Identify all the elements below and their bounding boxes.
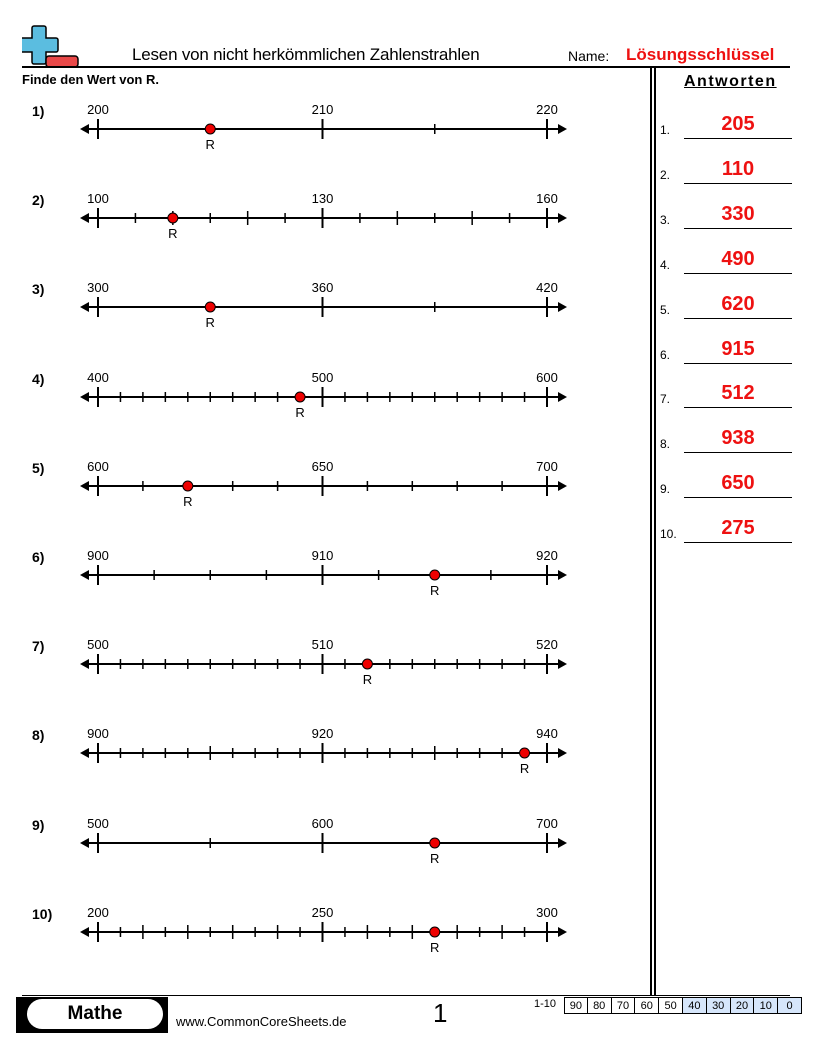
answer-line: [684, 407, 792, 408]
number-line: [78, 457, 570, 507]
score-cell: 20: [731, 997, 755, 1014]
svg-text:R: R: [205, 315, 215, 331]
svg-text:100: 100: [87, 191, 109, 207]
score-cell: 90: [564, 997, 588, 1014]
point-r-marker: [183, 481, 193, 491]
answer-number: 8.: [660, 437, 671, 452]
name-value: Lösungsschlüssel: [626, 45, 775, 64]
answer-value: 490: [721, 247, 755, 270]
svg-text:200: 200: [87, 102, 109, 117]
answer-value: 938: [721, 427, 755, 450]
answer-number: 2.: [660, 167, 671, 182]
point-r-marker: [430, 570, 440, 580]
arrow-left-icon: [80, 570, 89, 580]
score-cell: 60: [635, 997, 659, 1014]
problem-number: 1): [32, 103, 45, 119]
answer-line: [684, 452, 792, 453]
header-divider: [22, 66, 790, 68]
arrow-right-icon: [558, 481, 567, 491]
svg-text:600: 600: [87, 458, 109, 474]
point-r-marker: [295, 392, 305, 402]
subject-badge: Mathe: [27, 999, 163, 1029]
answer-line: [684, 273, 792, 274]
point-r-marker: [430, 838, 440, 848]
answer-row: [660, 423, 792, 453]
svg-text:300: 300: [536, 904, 558, 920]
instruction-text: Finde den Wert von R.: [22, 72, 159, 87]
number-line: [78, 100, 570, 150]
arrow-left-icon: [80, 392, 89, 402]
svg-text:900: 900: [87, 726, 109, 742]
point-r-marker: [205, 302, 215, 312]
answer-value: 512: [721, 382, 755, 405]
problem-number: 6): [32, 549, 45, 565]
point-r-marker: [168, 213, 178, 223]
column-divider: [650, 67, 652, 995]
score-cell: 80: [588, 997, 612, 1014]
answer-row: [660, 468, 792, 498]
svg-text:520: 520: [536, 637, 558, 653]
svg-text:600: 600: [311, 815, 334, 831]
arrow-right-icon: [558, 659, 567, 669]
answer-row: [660, 378, 792, 408]
svg-text:R: R: [295, 404, 305, 420]
answer-row: [660, 513, 792, 543]
footer-divider: [22, 995, 790, 996]
svg-text:400: 400: [87, 369, 109, 385]
score-cell: 0: [778, 997, 802, 1014]
svg-text:510: 510: [311, 637, 334, 653]
arrow-left-icon: [80, 838, 89, 848]
svg-text:R: R: [430, 939, 440, 955]
answer-number: 3.: [660, 212, 671, 227]
svg-text:R: R: [430, 850, 440, 866]
score-cell: 70: [612, 997, 636, 1014]
answer-value: 650: [721, 472, 755, 495]
svg-text:210: 210: [311, 102, 334, 117]
number-line: [78, 814, 570, 864]
number-line: [78, 903, 570, 953]
problem-number: 8): [32, 727, 45, 744]
answer-row: [660, 289, 792, 319]
number-line: [78, 546, 570, 596]
svg-text:R: R: [183, 493, 193, 509]
problem-number: 9): [32, 816, 45, 833]
svg-text:500: 500: [311, 369, 334, 385]
arrow-left-icon: [80, 124, 89, 134]
arrow-right-icon: [558, 927, 567, 937]
worksheet-title: Lesen von nicht herkömmlichen Zahlenstrahlen: [132, 45, 480, 64]
svg-text:160: 160: [536, 191, 558, 207]
svg-text:250: 250: [311, 904, 334, 920]
answer-line: [684, 497, 792, 498]
answer-number: 5.: [660, 302, 671, 317]
arrow-left-icon: [80, 481, 89, 491]
column-divider: [654, 67, 656, 995]
answer-value: 110: [721, 157, 755, 180]
score-range-label: 1-10: [534, 998, 557, 1010]
arrow-left-icon: [80, 659, 89, 669]
answer-row: [660, 199, 792, 229]
svg-text:420: 420: [536, 280, 558, 296]
svg-text:500: 500: [87, 637, 109, 653]
arrow-right-icon: [558, 302, 567, 312]
arrow-right-icon: [558, 124, 567, 134]
number-line: [78, 189, 570, 242]
svg-text:220: 220: [536, 102, 558, 117]
answer-line: [684, 363, 792, 364]
page-number: 1: [433, 998, 448, 1028]
name-label: Name:: [568, 48, 610, 64]
answer-line: [684, 542, 792, 543]
answer-row: [660, 154, 792, 184]
svg-text:R: R: [168, 226, 178, 242]
answer-number: 9.: [660, 482, 671, 497]
problem-number: 2): [32, 192, 45, 209]
svg-text:130: 130: [311, 191, 334, 207]
problem-number: 5): [32, 459, 45, 476]
svg-text:910: 910: [311, 548, 334, 563]
svg-text:650: 650: [311, 458, 334, 474]
answer-value: 205: [721, 113, 755, 135]
arrow-left-icon: [80, 748, 89, 758]
arrow-right-icon: [558, 570, 567, 580]
svg-text:360: 360: [311, 280, 334, 296]
answer-value: 620: [721, 292, 755, 315]
number-line: [78, 368, 570, 418]
answer-number: 1.: [660, 123, 671, 137]
arrow-right-icon: [558, 748, 567, 758]
svg-text:700: 700: [536, 815, 558, 831]
svg-text:R: R: [430, 583, 440, 598]
answer-line: [684, 183, 792, 184]
svg-text:940: 940: [536, 726, 558, 742]
arrow-left-icon: [80, 302, 89, 312]
point-r-marker: [362, 659, 372, 669]
svg-text:920: 920: [536, 548, 558, 563]
svg-text:300: 300: [87, 280, 109, 296]
answer-line: [684, 318, 792, 319]
answer-row: [660, 334, 792, 364]
number-line: [78, 278, 570, 331]
arrow-right-icon: [558, 213, 567, 223]
answer-row: [660, 244, 792, 274]
number-line: [78, 635, 570, 688]
answers-title: Antworten: [684, 73, 777, 90]
svg-text:500: 500: [87, 815, 109, 831]
plus-minus-logo-icon: [22, 24, 80, 70]
problem-number: 7): [32, 638, 45, 655]
number-line: [78, 724, 570, 777]
point-r-marker: [205, 124, 215, 134]
svg-text:900: 900: [87, 548, 109, 563]
arrow-right-icon: [558, 838, 567, 848]
problem-number: 10): [32, 905, 53, 922]
arrow-left-icon: [80, 927, 89, 937]
problem-number: 3): [32, 281, 45, 298]
score-cell: 30: [707, 997, 731, 1014]
score-cell: 40: [683, 997, 707, 1014]
svg-text:920: 920: [311, 726, 334, 742]
svg-text:R: R: [362, 672, 373, 688]
svg-text:700: 700: [536, 458, 558, 474]
answer-line: [684, 228, 792, 229]
answer-value: 275: [721, 517, 755, 540]
svg-text:200: 200: [87, 904, 109, 920]
answer-row: [660, 109, 792, 139]
answer-number: 10.: [660, 527, 677, 542]
answer-number: 7.: [660, 392, 671, 407]
answer-value: 915: [721, 337, 755, 360]
svg-text:R: R: [205, 137, 215, 152]
point-r-marker: [430, 927, 440, 937]
svg-text:R: R: [519, 761, 530, 777]
svg-text:600: 600: [536, 369, 558, 385]
score-cell: 50: [659, 997, 683, 1014]
answer-number: 6.: [660, 347, 671, 362]
arrow-right-icon: [558, 392, 567, 402]
answer-number: 4.: [660, 257, 671, 272]
score-cell: 10: [754, 997, 778, 1014]
problem-number: 4): [32, 370, 45, 387]
point-r-marker: [520, 748, 530, 758]
answer-line: [684, 138, 792, 139]
arrow-left-icon: [80, 213, 89, 223]
site-url[interactable]: www.CommonCoreSheets.de: [176, 1014, 347, 1029]
answer-value: 330: [721, 202, 755, 225]
